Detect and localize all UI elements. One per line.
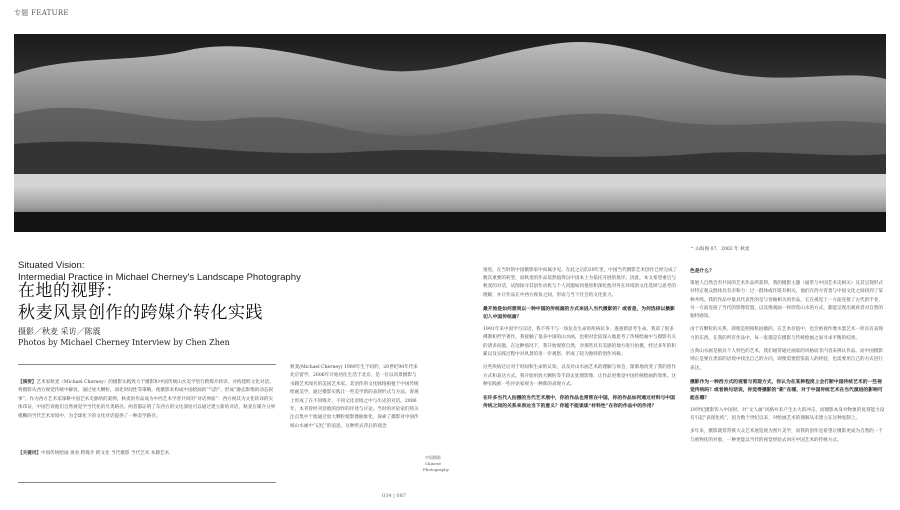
side-caption-cn: 中国摄影 [425, 455, 441, 460]
col4-paragraph: 由于有颗粒的关系，即使是照相机拍摄的，在艺术价值中，也会被视作像水墨艺术一样具有表现力的东西。在我的所有作品中，每一张都是在摄影与传统绘画之间寻求平衡的结果。 [690, 327, 883, 341]
col3-question: 在许多当代人拍摄的当代艺术展中，你的作品也常常在中国，你的作品如何通过材料与中国传统之间的关系来表达当下的意义？你能不能谈谈“材料性”在你的作品中的作用？ [483, 395, 675, 410]
abstract [18, 379, 276, 421]
col4-paragraph: 策展人自然会有共同的艺术作品所获得，我的摄影主题（通常与中国艺术史相关）及其呈现形式对特定观众群体具有亲和力：过一群体或许既有相关，他们在西方背景与中国文化之间找到了某种共鸣。我的作品中最具代表性的是与卷轴相关的作品，它在视觉上一方面连接了古代的手卷，另一方面连接了当代的影像装置。以及像观画一样欣赏山水的方式，都能呈现出观看者对自然的独特感知。 [690, 280, 883, 320]
landscape-photo [14, 34, 886, 232]
col4-question: 色是什么？ [690, 267, 714, 274]
title-en-line2: Intermedial Practice in Michael Cherney's Landscape Photography [18, 272, 301, 283]
landscape-photo-image [14, 34, 886, 232]
keywords-text: 中国传统绘画 观看 跨媒介 跨文化 当代摄影 当代艺术 本籍艺术 [40, 451, 170, 456]
caption-marker: ^ [690, 247, 696, 252]
col3-paragraph: 1991年来中国学习汉语，我不得不与一场危及生命的疾病抗争，遂重新思考生命。我读了很多佛教和哲学著作，我接触了很多中国的山水画，也相对比较深入地思考了传统绘画中与摄影有关的诸多问题。在这种情况下，我开始观察自然，对那些具有美感的地方进行拍摄，经过多年的积累以及实践过程中对风景的进一步观察，形成了较为独特的创作风格。 [483, 327, 676, 358]
article-column-3 [483, 262, 678, 502]
col4-paragraph: 19世纪摄影传入中国时，对“文人画”风格并未产生太大的冲击，而摄影本身对物象的复刻能力没有引起“表现化机”，因为数个世纪以来，对绘画艺术的理解从未建立在这种复制上。 [690, 408, 885, 422]
article-column-2 [290, 364, 420, 431]
col4-paragraph: 古典山水画是极具个人特色的艺术，我们通常通过画家的风格而非内容来辨认作品。而中国摄影则正是要在类似的语境中找出自己的方向，即便需要借鉴前人的经验，也需要用自己的方式进行表达。 [690, 348, 883, 371]
title-cn-line2: 秋麦风景创作的跨媒介转化实践 [18, 303, 263, 323]
credit-cn: 摄影／秋麦 采访／陈震 [18, 327, 101, 336]
credit [18, 326, 230, 348]
col3-paragraph: 这些疾病过后对于时间和生命的认知，以及对山水画艺术的理解与体会，渐渐地改变了我的创作方式和表达方式。我开始用放大颗粒等手段去处理影像，让作品更像是中国传统绘画的效果。这种实践被一些评论家视为一种新的表现方式。 [483, 365, 676, 388]
photo-caption [690, 246, 749, 252]
abstract-label: 【摘要】 [18, 380, 37, 385]
photo-caption-text: 山海图 07，2002 年 秋麦 [695, 247, 750, 252]
side-caption-en: Chinese Photography [423, 461, 449, 472]
credit-en: Photos by Michael Cherney Interview by Chen Zhen [18, 338, 230, 347]
title-cn-line1: 在地的视野： [18, 281, 123, 301]
section-label: 专题 FEATURE [14, 9, 69, 17]
divider [18, 482, 276, 483]
title-en-line1: Situated Vision: [18, 260, 85, 271]
col4-paragraph: 多年来，摄影就常常被大众艺术展览视为照片美学，而我的创作是希望让摄影更成为自然的一个与被物化的对象，一种更能以当代的视觉经验去回应中国艺术的传统方式。 [690, 429, 883, 443]
abstract-text: 艺术家秋麦（Michael Cherney）的摄影实践致力于摄影和中国传统山水美学进行跨媒介转译，并构建跨文化对话。将摄影从西方视觉传统中解放，通过放大颗粒、弱化时间性等策略，使摄影来构成中国绘画的“气韵”，形成“静态影像的动态叙事”。作为西方艺术家深耕中国艺术史脉络的案例，秋麦的作品成为中西艺术学者共同的“对话界面”：西方视其为文化转译的实体印证，中国告诉他们自然视觉学当代化的另类路径。两者都证明了东西方的文化深度可以通过建立新的对话，秋麦在媒介分界模糊的当代艺术语境中，为全球化下的文化对话提供了一种美学路径。 [18, 380, 276, 419]
col2-paragraph: 秋麦(Michael Cherney) 1969年生于纽约，20世纪90年代来北京留学。2006年开始居住生活于北京。是一位以风景摄影与书籍艺术闻名的美国艺术家。其创作的文化脉络根植于中国传统绘画美学，通过摄影实践让一些美学新的表现形式与方法。客观上形成了在不同媒介、不同文化语境之中与历史的对话。2006年，本刊曾经刊登他的创作的评述与讨论。当时的评论家们将关注点集中于他通过放大颗粒使影像抽象化，探索了摄影对中国传统山水画中“记忆”的追思。这种形式背后的观念 [290, 365, 419, 429]
article-column-4 [690, 262, 886, 502]
col3-question: 最开始是如何想到以一种中国的传统画的方式来进入当代摄影的？或者是，为何选择以摄影切入中国传统画？ [483, 305, 675, 321]
col3-paragraph: 推进，在当时的中国摄影家中尚属少见。在此之后的20年里，中国当代摄影艺术创作已经完成了数次重要的转型，而秋麦的作品依然值得以中国本土为依托开展的批评。因此，本文希望重启与秋麦的对话，试图探寻其创作动机与个人问题如何推进和深化他对外在环境的文化选择与思考的理解，并让作品在中西方视角之间，形成与当下社会的文化张力。 [483, 267, 678, 298]
divider [18, 364, 276, 365]
col4-question: 摄影作为一种西方式的观看与再现方式，你认为在某种程度上会打断中国传统艺术的一些视觉传统吗？或者换句话说，你觉得摄影的“新”在哪，对于中国传统艺术在当代演进的影响可能在哪？ [690, 378, 883, 402]
page-folio: 034 | 087 [382, 493, 406, 499]
side-caption [423, 455, 449, 473]
title-cn [18, 280, 263, 324]
keywords-label: 【关键词】 [18, 451, 41, 456]
keywords [18, 450, 276, 458]
